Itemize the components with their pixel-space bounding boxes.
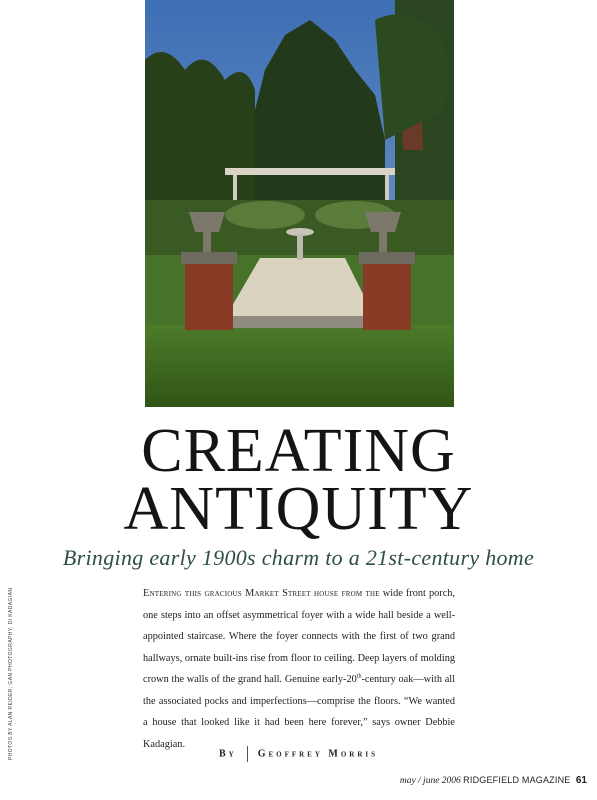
folio-magazine: RIDGEFIELD MAGAZINE — [463, 775, 571, 785]
folio-page-number: 61 — [575, 775, 587, 786]
body-text-part-1: wide front porch, one steps into an offset asymmetrical foyer with a wide hall beside a well-appointed staircase. Where the foyer connects with the first of two grand hallways, ornate built-ins rise from floor to ceiling. Deep layers of molding crown the walls of the grand hall. Genuine early-20 — [143, 588, 455, 685]
body-superscript: th — [356, 673, 362, 680]
article-title-line-2: ANTIQUITY — [123, 475, 474, 543]
photo-credit: PHOTOS BY ALAN REIDER; GAN PHOTOGRAPHY; DI KADAGIAN — [8, 587, 14, 760]
body-lead-in: Entering this gracious Market Street house from the — [143, 588, 380, 599]
byline — [0, 746, 597, 762]
folio-issue: may / june 2006 — [399, 776, 461, 786]
byline-by: By — [218, 748, 237, 760]
body-text-part-2: -century oak—with all the associated pocks and imperfections—comprise the floors. “We wanted a house that looked like it had been here forever,” says owner Debbie Kadagian. — [143, 674, 455, 750]
article-subtitle: Bringing early 1900s charm to a 21st-century home — [62, 545, 535, 570]
article-body — [143, 583, 455, 755]
article-title-line-1: CREATING — [141, 417, 456, 485]
byline-divider — [247, 746, 248, 762]
byline-author: Geoffrey Morris — [257, 748, 379, 760]
garden-photo — [145, 0, 454, 407]
page-folio — [400, 775, 587, 786]
